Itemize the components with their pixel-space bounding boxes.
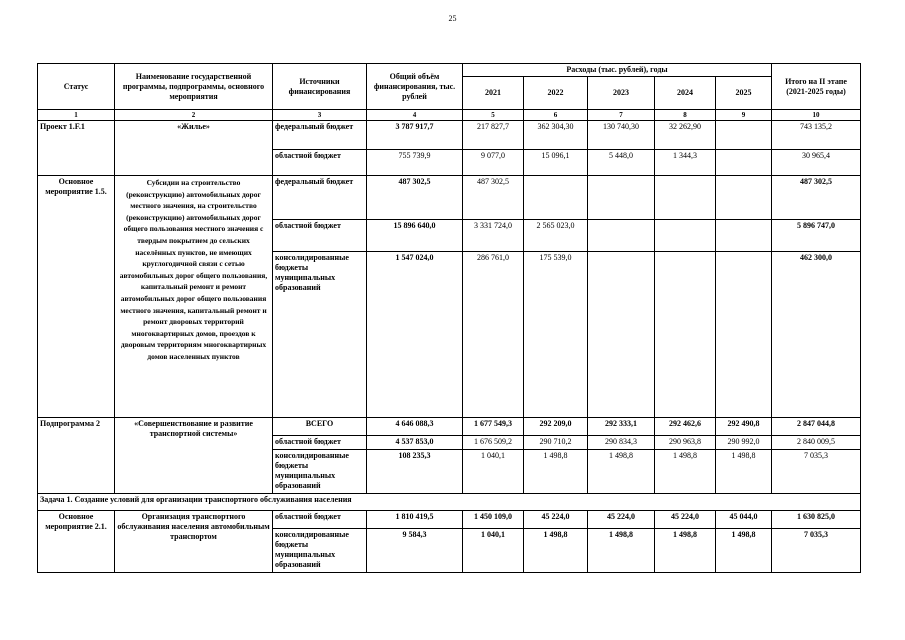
total-cell: 108 235,3: [367, 450, 463, 494]
year-cell: 3 331 724,0: [463, 220, 524, 252]
stage-total-cell: 2 840 009,5: [772, 436, 861, 450]
table-row: [38, 511, 861, 529]
year-cell: 292 209,0: [524, 418, 588, 436]
table-row: [38, 418, 861, 436]
year-cell: 290 710,2: [524, 436, 588, 450]
total-cell: 755 739,9: [367, 150, 463, 176]
row-status: Подпрограмма 2: [38, 418, 115, 494]
total-cell: 15 896 640,0: [367, 220, 463, 252]
total-cell: 487 302,5: [367, 176, 463, 220]
year-cell: 5 448,0: [588, 150, 655, 176]
year-cell: 1 344,3: [655, 150, 716, 176]
year-cell: 1 498,8: [588, 450, 655, 494]
year-cell: [716, 121, 772, 150]
header-source: Источники финансирования: [273, 64, 367, 110]
source-cell: областной бюджет: [273, 150, 367, 176]
column-number: 8: [655, 110, 716, 121]
year-cell: 1 498,8: [524, 529, 588, 573]
stage-total-cell: 30 965,4: [772, 150, 861, 176]
table-row: [38, 121, 861, 150]
year-cell: 1 498,8: [716, 450, 772, 494]
row-name: Субсидии на строительство (реконструкцию) автомобильных дорог местного значения, на строительство (реконструкцию) автомобильных дорог общего пользования местного значения с твердым покрытием до сельских населённых пунктов, не имеющих круглогодичной связи с сетью автомобильных дорог общего пользования, капитальный ремонт и ремонт автомобильных дорог общего пользования местного значения, капитальный ремонт и ремонт дворовых территорий многоквартирных домов, проездов к дворовым территориям многоквартирных домов населенных пунктов: [115, 176, 273, 418]
year-cell: 1 498,8: [655, 529, 716, 573]
year-cell: 286 761,0: [463, 252, 524, 418]
header-expenses: Расходы (тыс. рублей), годы: [463, 64, 772, 77]
row-status: Проект 1.F.1: [38, 121, 115, 176]
year-cell: 45 224,0: [655, 511, 716, 529]
column-number: 1: [38, 110, 115, 121]
year-cell: [588, 176, 655, 220]
year-cell: [524, 176, 588, 220]
year-cell: 1 677 549,3: [463, 418, 524, 436]
column-number: 2: [115, 110, 273, 121]
year-cell: [716, 150, 772, 176]
column-number: 4: [367, 110, 463, 121]
financing-table: [37, 63, 861, 573]
year-cell: 1 498,8: [655, 450, 716, 494]
total-cell: 1 810 419,5: [367, 511, 463, 529]
source-cell: консолидированные бюджеты муниципальных образований: [273, 252, 367, 418]
source-cell: консолидированные бюджеты муниципальных образований: [273, 450, 367, 494]
header-total: Общий объём финансирования, тыс. рублей: [367, 64, 463, 110]
row-status: Основное мероприятие 1.5.: [38, 176, 115, 418]
header-year-2022: 2022: [524, 77, 588, 110]
row-status: Основное мероприятие 2.1.: [38, 511, 115, 573]
total-cell: 4 646 088,3: [367, 418, 463, 436]
year-cell: 175 539,0: [524, 252, 588, 418]
year-cell: 292 333,1: [588, 418, 655, 436]
year-cell: 1 498,8: [588, 529, 655, 573]
year-cell: 290 992,0: [716, 436, 772, 450]
stage-total-cell: 1 630 825,0: [772, 511, 861, 529]
header-status: Статус: [38, 64, 115, 110]
stage-total-cell: 487 302,5: [772, 176, 861, 220]
source-cell: областной бюджет: [273, 436, 367, 450]
year-cell: 290 834,3: [588, 436, 655, 450]
stage-total-cell: 7 035,3: [772, 450, 861, 494]
year-cell: [655, 220, 716, 252]
column-number: 3: [273, 110, 367, 121]
column-number: 6: [524, 110, 588, 121]
header-year-2023: 2023: [588, 77, 655, 110]
row-name: Организация транспортного обслуживания населения автомобильным транспортом: [115, 511, 273, 573]
total-cell: 4 537 853,0: [367, 436, 463, 450]
task-heading: Задача 1. Создание условий для организации транспортного обслуживания населения: [38, 494, 861, 511]
stage-total-cell: 2 847 044,8: [772, 418, 861, 436]
source-cell: федеральный бюджет: [273, 121, 367, 150]
year-cell: 292 490,8: [716, 418, 772, 436]
row-name: «Жилье»: [115, 121, 273, 176]
total-cell: 3 787 917,7: [367, 121, 463, 150]
year-cell: 292 462,6: [655, 418, 716, 436]
year-cell: 9 077,0: [463, 150, 524, 176]
year-cell: 1 450 109,0: [463, 511, 524, 529]
header-name: Наименование государственной программы, подпрограммы, основного мероприятия: [115, 64, 273, 110]
year-cell: 1 040,1: [463, 529, 524, 573]
table-row: [38, 176, 861, 220]
header-year-2021: 2021: [463, 77, 524, 110]
header-year-2024: 2024: [655, 77, 716, 110]
page-number: 25: [448, 14, 457, 23]
year-cell: 2 565 023,0: [524, 220, 588, 252]
source-cell: ВСЕГО: [273, 418, 367, 436]
year-cell: 45 224,0: [588, 511, 655, 529]
year-cell: [588, 252, 655, 418]
total-cell: 1 547 024,0: [367, 252, 463, 418]
year-cell: 290 963,8: [655, 436, 716, 450]
header-year-2025: 2025: [716, 77, 772, 110]
year-cell: [655, 176, 716, 220]
column-number: 10: [772, 110, 861, 121]
year-cell: 1 498,8: [524, 450, 588, 494]
stage-total-cell: 7 035,3: [772, 529, 861, 573]
year-cell: 45 044,0: [716, 511, 772, 529]
stage-total-cell: 743 135,2: [772, 121, 861, 150]
column-number: 5: [463, 110, 524, 121]
year-cell: [588, 220, 655, 252]
header-stage-total: Итого на II этапе (2021-2025 годы): [772, 64, 861, 110]
year-cell: 487 302,5: [463, 176, 524, 220]
year-cell: [655, 252, 716, 418]
year-cell: 130 740,30: [588, 121, 655, 150]
year-cell: 32 262,90: [655, 121, 716, 150]
row-name: «Совершенствование и развитие транспортной системы»: [115, 418, 273, 494]
column-number: 9: [716, 110, 772, 121]
year-cell: 1 040,1: [463, 450, 524, 494]
source-cell: областной бюджет: [273, 511, 367, 529]
source-cell: федеральный бюджет: [273, 176, 367, 220]
table-row: [38, 494, 861, 511]
year-cell: 217 827,7: [463, 121, 524, 150]
stage-total-cell: 462 300,0: [772, 252, 861, 418]
year-cell: [716, 220, 772, 252]
year-cell: 362 304,30: [524, 121, 588, 150]
stage-total-cell: 5 896 747,0: [772, 220, 861, 252]
year-cell: 1 498,8: [716, 529, 772, 573]
year-cell: 15 096,1: [524, 150, 588, 176]
year-cell: 45 224,0: [524, 511, 588, 529]
source-cell: консолидированные бюджеты муниципальных образований: [273, 529, 367, 573]
year-cell: [716, 252, 772, 418]
year-cell: [716, 176, 772, 220]
source-cell: областной бюджет: [273, 220, 367, 252]
year-cell: 1 676 509,2: [463, 436, 524, 450]
column-number: 7: [588, 110, 655, 121]
total-cell: 9 584,3: [367, 529, 463, 573]
